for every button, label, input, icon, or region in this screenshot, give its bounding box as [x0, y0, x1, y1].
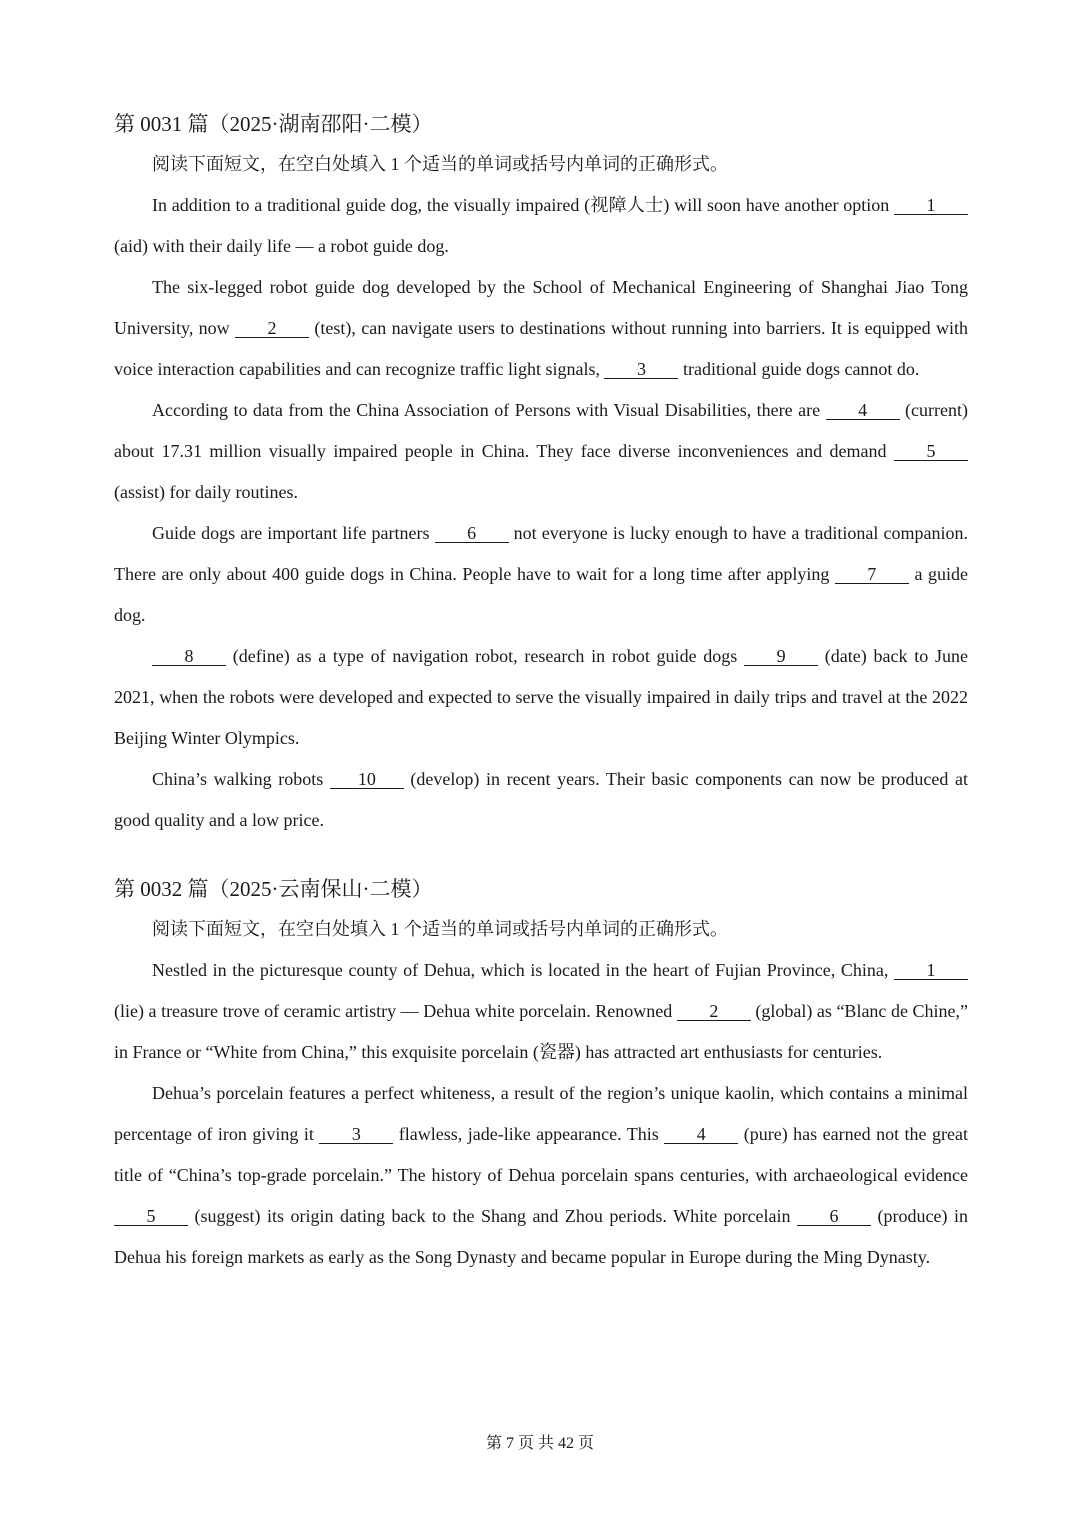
blank-6[interactable]: 6	[797, 1207, 871, 1226]
blank-7[interactable]: 7	[835, 565, 909, 584]
text-run: (assist) for daily routines.	[114, 482, 298, 502]
text-run: (aid) with their daily life — a robot guide dog.	[114, 236, 449, 256]
text-run: According to data from the China Association of Persons with Visual Disabilities, there are	[152, 400, 826, 420]
instruction-0032: 阅读下面短文，在空白处填入 1 个适当的单词或括号内单词的正确形式。	[152, 919, 728, 939]
text-run: (global) as “Blanc de Chine,” in France or “White from China,” this exquisite porcelain (瓷器) has attracted art enthusiasts for centuries.	[114, 1001, 968, 1062]
text-run: Dehua’s porcelain features a perfect whiteness, a result of the region’s unique kaolin, which contains a minimal percentage of iron giving it	[114, 1083, 968, 1144]
text-run: China’s walking robots	[152, 769, 330, 789]
section-title-0031: 第 0031 篇（2025·湖南邵阳·二模）	[114, 112, 433, 136]
page-content	[114, 104, 968, 1278]
section-gap	[114, 841, 968, 869]
paragraph-0031-4	[114, 513, 968, 636]
blank-5[interactable]: 5	[114, 1207, 188, 1226]
instruction-0031: 阅读下面短文，在空白处填入 1 个适当的单词或括号内单词的正确形式。	[152, 154, 728, 174]
text-run: (lie) a treasure trove of ceramic artistry — Dehua white porcelain. Renowned	[114, 1001, 677, 1021]
text-run: (develop) in recent years. Their basic components can now be produced at good quality and a low price.	[114, 769, 969, 830]
blank-10[interactable]: 10	[330, 770, 404, 789]
blank-4[interactable]: 4	[664, 1125, 738, 1144]
section-title-0032: 第 0032 篇（2025·云南保山·二模）	[114, 877, 433, 901]
text-run: (suggest) its origin dating back to the Shang and Zhou periods. White porcelain	[188, 1206, 798, 1226]
text-run: (define) as a type of navigation robot, research in robot guide dogs	[226, 646, 745, 666]
text-run: traditional guide dogs cannot do.	[678, 359, 920, 379]
blank-2[interactable]: 2	[677, 1002, 751, 1021]
text-run: (pure) has earned not the great title of “China’s top-grade porcelain.” The history of Dehua porcelain spans centuries, with archaeological evidence	[114, 1124, 968, 1185]
text-run: (date) back to June 2021, when the robots were developed and expected to serve the visually impaired in daily trips and travel at the 2022 Beijing Winter Olympics.	[114, 646, 968, 748]
blank-4[interactable]: 4	[826, 401, 900, 420]
blank-3[interactable]: 3	[319, 1125, 393, 1144]
text-run: In addition to a traditional guide dog, the visually impaired (视障人士) will soon have another option	[152, 195, 890, 215]
text-run: not everyone is lucky enough to have a traditional companion. There are only about 400 guide dogs in China. People have to wait for a long time after applying	[114, 523, 969, 584]
blank-1[interactable]: 1	[894, 961, 968, 980]
text-run: flawless, jade-like appearance. This	[393, 1124, 665, 1144]
text-run: (produce) in Dehua his foreign markets as early as the Song Dynasty and became popular in Europe during the Ming Dynasty.	[114, 1206, 968, 1267]
blank-9[interactable]: 9	[744, 647, 818, 666]
text-run: Guide dogs are important life partners	[152, 523, 435, 543]
page-footer: 第 7 页 共 42 页	[485, 1435, 594, 1452]
paragraph-0032-1	[114, 950, 968, 1073]
paragraph-0032-2	[114, 1073, 968, 1278]
text-run: Nestled in the picturesque county of Dehua, which is located in the heart of Fujian Province, China,	[152, 960, 894, 980]
text-run: a guide dog.	[114, 564, 968, 625]
text-run: (current) about 17.31 million visually impaired people in China. They face diverse inconveniences and demand	[114, 400, 968, 461]
blank-8[interactable]: 8	[152, 647, 226, 666]
blank-6[interactable]: 6	[435, 524, 509, 543]
paragraph-0031-2	[114, 267, 968, 390]
blank-2[interactable]: 2	[235, 319, 309, 338]
paragraph-0031-6	[114, 759, 968, 841]
paragraph-0031-5	[114, 636, 968, 759]
blank-1[interactable]: 1	[894, 196, 968, 215]
blank-5[interactable]: 5	[894, 442, 968, 461]
paragraph-0031-1	[114, 185, 968, 267]
text-run: (test), can navigate users to destinations without running into barriers. It is equipped with voice interaction capabilities and can recognize traffic light signals,	[114, 318, 968, 379]
blank-3[interactable]: 3	[604, 360, 678, 379]
text-run: The six-legged robot guide dog developed by the School of Mechanical Engineering of Shanghai Jiao Tong University, now	[114, 277, 968, 338]
paragraph-0031-3	[114, 390, 968, 513]
